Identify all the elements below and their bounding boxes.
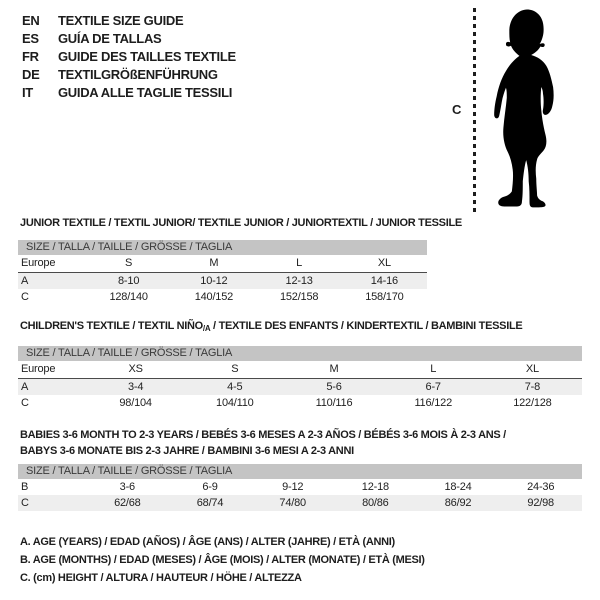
section-title-children (20, 320, 522, 333)
height-cell: 128/140 (109, 291, 148, 303)
note-height: C. (cm) HEIGHT / ALTURA / HAUTEUR / HÖHE / ALTEZZA (20, 572, 302, 584)
table-row-height (18, 289, 427, 305)
lang-code: EN (22, 13, 40, 28)
title-line-1: BABIES 3-6 MONTH TO 2-3 YEARS / BEBÉS 3-6 MESES A 2-3 AÑOS / BÉBÉS 3-6 MOIS À 2-3 ANS / (20, 429, 506, 441)
size-cell: M (329, 363, 339, 375)
size-header-bar: SIZE / TALLA / TAILLE / GRÖSSE / TAGLIA (18, 240, 427, 255)
title-subscript: /A (202, 324, 211, 333)
row-label: A (21, 275, 29, 287)
age-cell: 24-36 (527, 481, 555, 493)
height-cell: 68/74 (196, 497, 224, 509)
age-cell: 12-18 (361, 481, 389, 493)
lang-code: DE (22, 67, 40, 82)
lang-row-it (22, 84, 236, 102)
legend-notes (20, 533, 425, 587)
row-label: Europe (21, 363, 56, 375)
size-cell: L (296, 257, 303, 269)
size-cell: M (209, 257, 219, 269)
age-cell: 4-5 (227, 381, 243, 393)
table-row-age-months (18, 479, 582, 495)
age-cell: 10-12 (200, 275, 228, 287)
lang-row-de (22, 66, 236, 84)
height-cell: 140/152 (194, 291, 234, 303)
table-row-europe (18, 255, 427, 273)
height-cell: 80/86 (362, 497, 389, 509)
note-age-years: A. AGE (YEARS) / EDAD (AÑOS) / ÂGE (ANS) / ALTER (JAHRE) / ETÀ (ANNI) (20, 536, 395, 548)
age-cell: 6-9 (202, 481, 218, 493)
lang-title: TEXTILGRÖßENFÜHRUNG (58, 67, 218, 82)
lang-row-es (22, 30, 236, 48)
height-cell: 116/122 (414, 397, 452, 409)
age-cell: 18-24 (444, 481, 472, 493)
language-title-list (22, 12, 236, 102)
section-title-junior: JUNIOR TEXTILE / TEXTIL JUNIOR/ TEXTILE JUNIOR / JUNIORTEXTIL / JUNIOR TESSILE (20, 217, 462, 229)
row-label: C (21, 291, 29, 303)
table-row-age (18, 379, 582, 395)
table-row-europe (18, 361, 582, 379)
age-cell: 3-4 (127, 381, 144, 393)
lang-row-en (22, 12, 236, 30)
height-cell: 92/98 (527, 497, 554, 509)
size-header-bar: SIZE / TALLA / TAILLE / GRÖSSE / TAGLIA (18, 464, 582, 479)
age-cell: 8-10 (118, 275, 140, 287)
lang-code: IT (22, 85, 33, 100)
table-row-height (18, 495, 582, 511)
age-cell: 12-13 (285, 275, 313, 287)
size-cell: XS (128, 363, 143, 375)
title-line-2: BABYS 3-6 MONATE BIS 2-3 JAHRE / BAMBINI 3-6 MESI A 2-3 ANNI (20, 445, 354, 457)
age-cell: 9-12 (282, 481, 304, 493)
height-cell: 110/116 (315, 397, 353, 409)
size-cell: S (125, 257, 133, 269)
age-cell: 14-16 (370, 275, 398, 287)
title-part: CHILDREN'S TEXTILE / TEXTIL NIÑO (20, 320, 203, 332)
size-cell: XL (377, 257, 391, 269)
children-size-table (18, 346, 582, 411)
age-cell: 5-6 (326, 381, 342, 393)
lang-title: GUÍA DE TALLAS (58, 31, 162, 46)
height-cell: 86/92 (444, 497, 472, 509)
height-cell: 152/158 (279, 291, 319, 303)
size-cell: XL (525, 363, 539, 375)
row-label: A (21, 381, 29, 393)
note-age-months: B. AGE (MONTHS) / EDAD (MESES) / ÂGE (MOIS) / ALTER (MONATE) / ETÀ (MESI) (20, 554, 425, 566)
height-cell: 104/110 (216, 397, 254, 409)
lang-title: GUIDA ALLE TAGLIE TESSILI (58, 85, 233, 100)
row-label: B (21, 481, 29, 493)
table-row-height (18, 395, 582, 411)
junior-size-table (18, 240, 427, 305)
height-dotted-line (473, 8, 476, 212)
age-cell: 3-6 (119, 481, 135, 493)
row-label: Europe (21, 257, 56, 269)
baby-silhouette (481, 7, 573, 209)
height-cell: 158/170 (365, 291, 404, 303)
lang-code: ES (22, 31, 39, 46)
size-header-bar: SIZE / TALLA / TAILLE / GRÖSSE / TAGLIA (18, 346, 582, 361)
babies-size-table (18, 464, 582, 511)
height-measure-label: C (452, 102, 462, 117)
row-label: C (21, 397, 29, 409)
height-cell: 98/104 (119, 397, 152, 409)
lang-row-fr (22, 48, 236, 66)
lang-title: GUIDE DES TAILLES TEXTILE (58, 49, 236, 64)
lang-title: TEXTILE SIZE GUIDE (58, 13, 184, 28)
section-title-babies (20, 427, 506, 459)
height-cell: 74/80 (279, 497, 306, 509)
size-cell: S (231, 363, 239, 375)
height-cell: 122/128 (513, 397, 552, 409)
age-cell: 7-8 (524, 381, 541, 393)
height-cell: 62/68 (114, 497, 141, 509)
age-cell: 6-7 (425, 381, 441, 393)
table-row-age (18, 273, 427, 289)
row-label: C (21, 497, 29, 509)
size-cell: L (430, 363, 437, 375)
lang-code: FR (22, 49, 39, 64)
title-part: / TEXTILE DES ENFANTS / KINDERTEXTIL / BAMBINI TESSILE (210, 320, 523, 332)
